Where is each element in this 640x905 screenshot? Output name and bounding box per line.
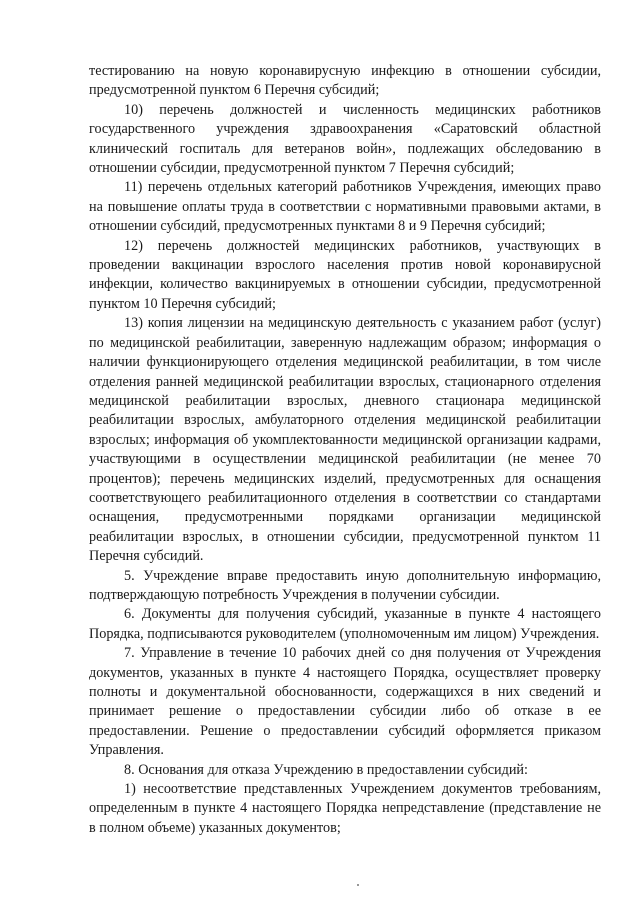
document-page — [89, 62, 601, 838]
paragraph-item-11: 11) перечень отдельных категорий работников Учреждения, имеющих право на повышение оплаты труда в соответствии с нормативными правовыми актами, в отношении субсидий, предусмотренных пунктами 8 и 9 Перечня субсидий; — [89, 179, 601, 235]
scan-speck — [357, 884, 359, 886]
paragraph-item-10: 10) перечень должностей и численность медицинских работников государственного учреждения здравоохранения «Саратовский областной клинический госпиталь для ветеранов войн», подлежащих обследованию в отношении субсидии, предусмотренной пунктом 7 Перечня субсидий; — [89, 101, 601, 177]
paragraph-clause-8-item-1: 1) несоответствие представленных Учреждением документов требованиям, определенным в пункте 4 настоящего Порядка непредставление (представление не в полном объеме) указанных документов; — [89, 781, 601, 836]
paragraph-item-13: 13) копия лицензии на медицинскую деятельность с указанием работ (услуг) по медицинской реабилитации, заверенную надлежащим образом; информация о наличии функционирующего отделения медицинской реабилитации, в том числе отделения ранней медицинской реабилитации взрослых, стационарного отделения медицинской реабилитации взрослых, дневного стационара медицинской реабилитации взрослых, амбулаторного отделения медицинской реабилитации взрослых; информация об укомплектованности медицинской организации кадрами, участвующими в осуществлении медицинской реабилитации (не менее 70 процентов); перечень медицинских изделий, предусмотренных для оснащения соответствующего реабилитационного отделения в соответствии со стандартами оснащения, предусмотренными порядками организации медицинской реабилитации взрослых, в отношении субсидии, предусмотренной пунктом 11 Перечня субсидий. — [89, 315, 601, 565]
paragraph-clause-8: 8. Основания для отказа Учреждению в предоставлении субсидий: — [124, 761, 528, 778]
paragraph-clause-7: 7. Управление в течение 10 рабочих дней со дня получения от Учреждения документов, указанных в пункте 4 настоящего Порядка, осуществляет проверку полноты и документальной обоснованности, содержащихся в них сведений и принимает решение о предоставлении субсидии либо об отказе в ее предоставлении. Решение о предоставлении субсидий оформляется приказом Управления. — [89, 645, 601, 759]
paragraph-clause-6: 6. Документы для получения субсидий, указанные в пункте 4 настоящего Порядка, подписываются руководителем (уполномоченным им лицом) Учреждения. — [89, 606, 601, 642]
paragraph-item-12: 12) перечень должностей медицинских работников, участвующих в проведении вакцинации взрослого населения против новой коронавирусной инфекции, количество вакцинируемых в отношении субсидии, предусмотренной пунктом 10 Перечня субсидий; — [89, 237, 601, 312]
paragraph-clause-5: 5. Учреждение вправе предоставить иную дополнительную информацию, подтверждающую потребность Учреждения в получении субсидии. — [89, 567, 601, 603]
paragraph-continuation: тестированию на новую коронавирусную инфекцию в отношении субсидии, предусмотренной пунктом 6 Перечня субсидий; — [89, 63, 601, 99]
